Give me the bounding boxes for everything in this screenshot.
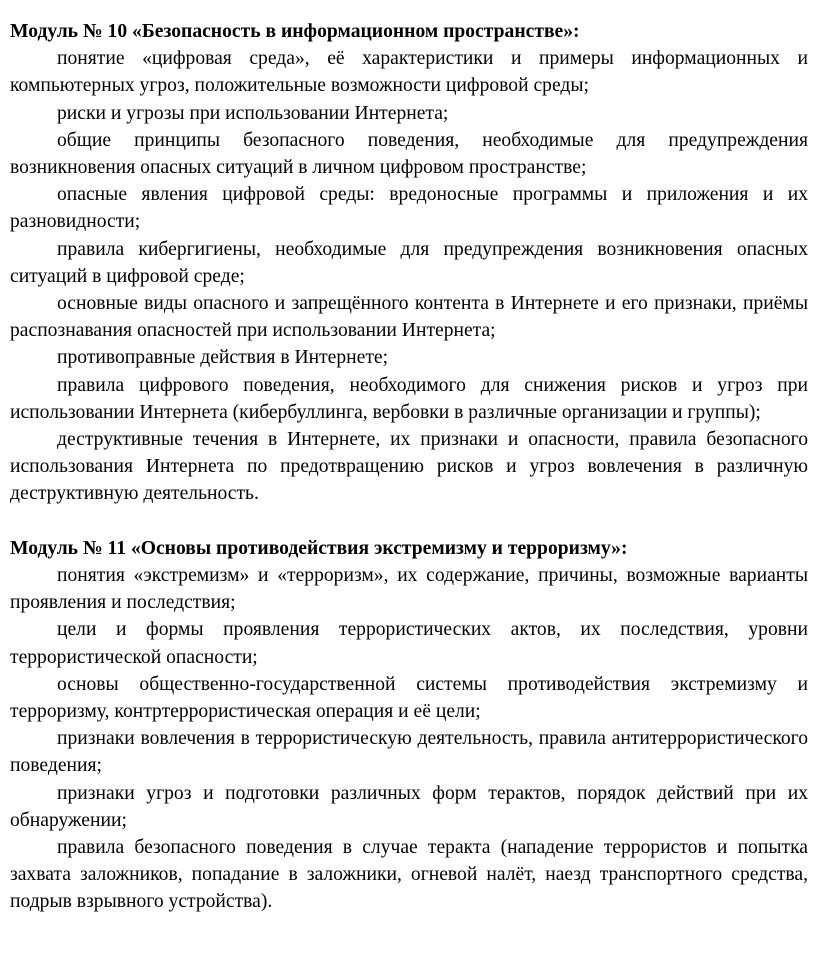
- list-item: общие принципы безопасного поведения, необходимые для предупреждения возникновения опасных ситуаций в личном цифровом пространстве;: [10, 129, 808, 179]
- list-item: правила кибергигиены, необходимые для предупреждения возникновения опасных ситуаций в цифровой среде;: [10, 238, 808, 287]
- list-item: основы общественно-государственной системы противодействия экстремизму и терроризму, контртеррористическая операция и её цели;: [10, 673, 808, 723]
- module-11: [10, 535, 808, 916]
- list-item: опасные явления цифровой среды: вредоносные программы и приложения и их разновидности;: [10, 184, 808, 233]
- list-item: понятие «цифровая среда», её характеристики и примеры информационных и компьютерных угроз, положительные возможности цифровой среды;: [10, 48, 808, 97]
- list-item: признаки вовлечения в террористическую деятельность, правила антитеррористического поведения;: [10, 728, 808, 777]
- list-item: деструктивные течения в Интернете, их признаки и опасности, правила безопасного использования Интернета по предотвращению рисков и угроз вовлечения в различную деструктивную деятельность.: [10, 429, 808, 505]
- list-item: правила цифрового поведения, необходимого для снижения рисков и угроз при использовании Интернета (кибербуллинга, вербовки в различные организации и группы);: [10, 374, 808, 423]
- document-page: [10, 18, 808, 916]
- list-item: цели и формы проявления террористических актов, их последствия, уровни террористической опасности;: [10, 619, 808, 668]
- module-title: Модуль № 11 «Основы противодействия экстремизму и терроризму»:: [10, 537, 628, 559]
- list-item: основные виды опасного и запрещённого контента в Интернете и его признаки, приёмы распознавания опасностей при использовании Интернета;: [10, 293, 808, 342]
- list-item: признаки угроз и подготовки различных форм терактов, порядок действий при их обнаружении;: [10, 782, 808, 831]
- list-item: правила безопасного поведения в случае теракта (нападение террористов и попытка захвата заложников, попадание в заложники, огневой налёт, наезд транспортного средства, подрыв взрывного устройства).: [10, 837, 808, 913]
- list-item: риски и угрозы при использовании Интернета;: [57, 102, 449, 124]
- list-item: противоправные действия в Интернете;: [57, 347, 389, 369]
- module-10: [10, 18, 808, 508]
- module-title: Модуль № 10 «Безопасность в информационном пространстве»:: [10, 21, 580, 42]
- list-item: понятия «экстремизм» и «терроризм», их содержание, причины, возможные варианты проявления и последствия;: [10, 565, 808, 614]
